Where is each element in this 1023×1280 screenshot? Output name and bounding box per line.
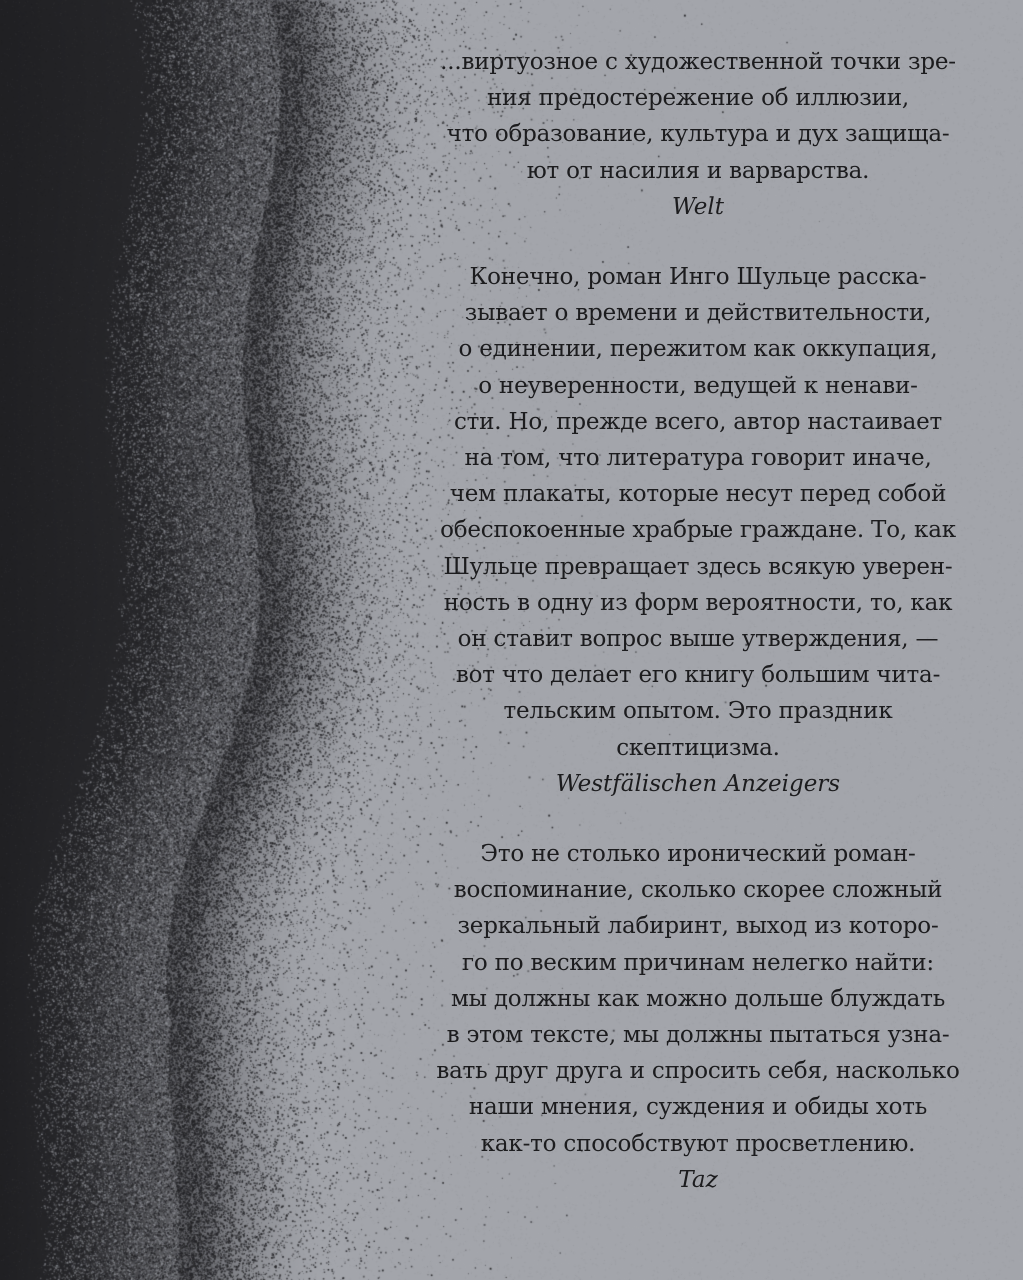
quote-line: ность в одну из форм вероятности, то, как — [443, 589, 953, 616]
quote-line: воспоминание, сколько скорее сложный — [453, 877, 943, 904]
quote-line: на том, что литература говорит иначе, — [464, 445, 932, 472]
quote-source: Westfälischen Anzeigers — [555, 770, 841, 797]
quote-line: в этом тексте, мы должны пытаться узна- — [446, 1022, 950, 1049]
review-quote-taz — [410, 836, 986, 1198]
quote-line: о неуверенности, ведущей к ненави- — [478, 372, 918, 399]
quote-line: наши мнения, суждения и обиды хоть — [468, 1094, 928, 1121]
quote-line: он ставит вопрос выше утверждения, — — [457, 626, 939, 653]
quote-line: Конечно, роман Инго Шульце расска- — [469, 264, 927, 291]
quote-line: ния предостережение об иллюзии, — [487, 85, 909, 112]
review-quote-westfalischen — [410, 259, 986, 802]
quote-line: как-то способствуют просветлению. — [480, 1130, 916, 1157]
quote-line: Шульце превращает здесь всякую уверен- — [443, 553, 953, 580]
quote-line: зеркальный лабиринт, выход из которо- — [457, 913, 939, 940]
quote-line: о единении, пережитом как оккупация, — [458, 336, 938, 363]
quote-line: скептицизма. — [616, 734, 780, 761]
quote-line: чем плакаты, которые несут перед собой — [449, 481, 947, 508]
quote-line: мы должны как можно дольше блуждать — [450, 985, 946, 1012]
quote-line: Это не столько иронический роман- — [480, 841, 916, 868]
quote-line: вот что делает его книгу большим чита- — [455, 662, 941, 689]
quote-source: Taz — [678, 1166, 718, 1193]
quote-line: тельским опытом. Это праздник — [503, 698, 893, 725]
quote-source: Welt — [672, 193, 724, 220]
quote-line: что образование, культура и дух защища- — [446, 121, 950, 148]
review-quotes — [410, 44, 986, 1198]
quote-line: обеспокоенные храбрые граждане. То, как — [440, 517, 956, 544]
quote-line: ...виртуозное с художественной точки зре- — [440, 49, 956, 75]
quote-line: ют от насилия и варварства. — [526, 157, 870, 184]
quote-line: сти. Но, прежде всего, автор настаивает — [453, 408, 943, 435]
quote-line: го по веским причинам нелегко найти: — [462, 949, 934, 976]
review-quote-welt — [410, 44, 986, 225]
quote-line: зывает о времени и действительности, — [464, 300, 932, 327]
quote-line: вать друг друга и спросить себя, насколько — [436, 1058, 960, 1085]
